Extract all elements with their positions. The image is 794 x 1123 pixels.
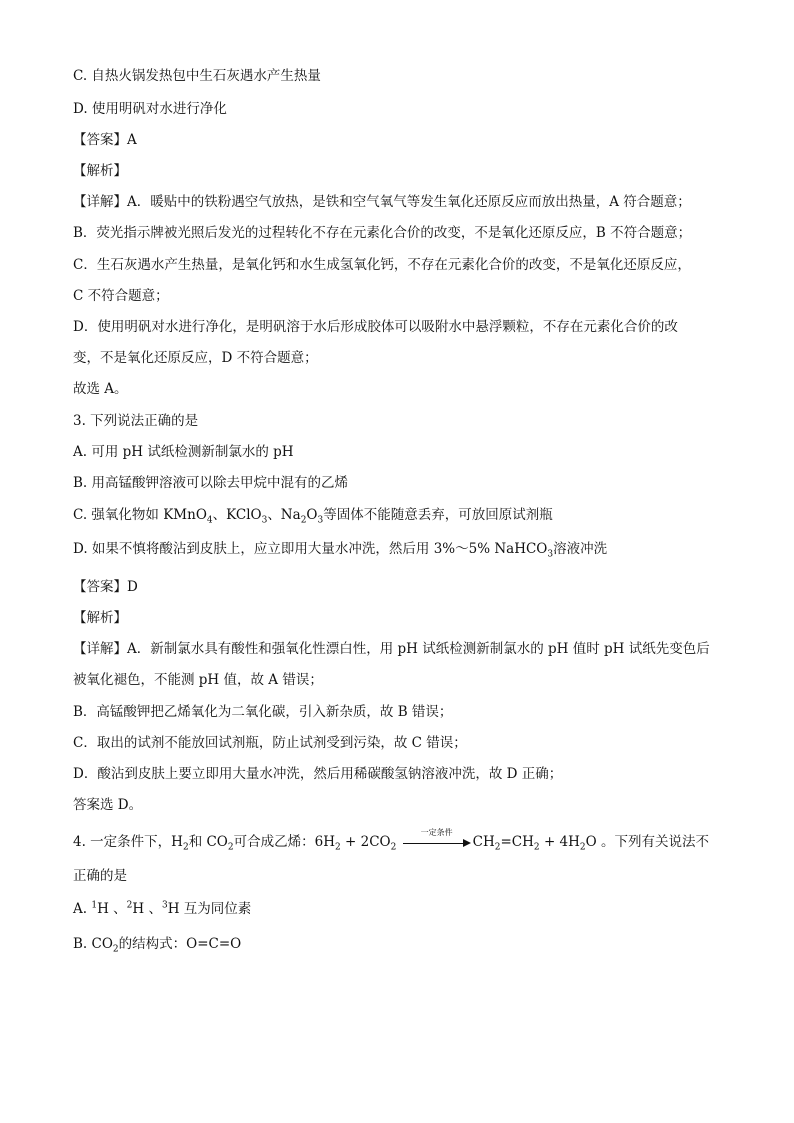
q2-answer: 【答案】A [73, 132, 137, 148]
q4-option-b: B. $CO_2$的结构式：O=C=O [73, 936, 242, 955]
q2-detail-d-line2: 变，不是氧化还原反应，D 不符合题意； [73, 350, 318, 366]
q2-detail-b: B．荧光指示牌被光照后发光的过程转化不存在元素化合价的改变，不是氧化还原反应，B 不符合题意； [73, 225, 692, 241]
q2-conclusion: 故选 A。 [73, 381, 128, 397]
q2-detail-a: 【详解】A．暖贴中的铁粉遇空气放热，是铁和空气氧气等发生氧化还原反应而放出热量，A 符合题意； [73, 194, 691, 210]
q2-option-d: D. 使用明矾对水进行净化 [73, 101, 227, 117]
q2-analysis-heading: 【解析】 [73, 163, 127, 179]
q3-detail-c: C．取出的试剂不能放回试剂瓶，防止试剂受到污染，故 C 错误； [73, 735, 467, 751]
q3-detail-d: D．酸沾到皮肤上要立即用大量水冲洗，然后用稀碳酸氢钠溶液冲洗，故 D 正确； [73, 766, 563, 782]
q2-detail-c-line2: C 不符合题意； [73, 288, 169, 304]
reaction-condition: 一定条件 [420, 827, 453, 837]
q3-option-c: C. 强氧化物如 KMnO$_4$、KClO$_3$、$Na_2O_3$等固体不能随意丢弃，可放回原试剂瓶 [73, 507, 553, 526]
q3-detail-a-line1: 【详解】A．新制氯水具有酸性和强氧化性漂白性，用 pH 试纸检测新制氯水的 pH 值时 pH 试纸先变色后 [73, 641, 710, 657]
q4-stem-continued: 正确的是 [73, 868, 127, 884]
q2-option-c: C. 自热火锅发热包中生石灰遇水产生热量 [73, 68, 321, 84]
q2-detail-d-line1: D．使用明矾对水进行净化，是明矾溶于水后形成胶体可以吸附水中悬浮颗粒，不存在元素化合价的改 [73, 319, 678, 335]
q3-detail-b: B．高锰酸钾把乙烯氧化为二氧化碳，引入新杂质，故 B 错误； [73, 704, 453, 720]
q3-detail-a-line2: 被氧化褪色，不能测 pH 值，故 A 错误； [73, 672, 323, 688]
q3-option-d: D. 如果不慎将酸沾到皮肤上，应立即用大量水冲洗，然后用 3%～5% NaHCO$_3$溶液冲洗 [73, 541, 608, 560]
q3-option-b: B. 用高锰酸钾溶液可以除去甲烷中混有的乙烯 [73, 475, 349, 491]
reaction-arrow [403, 827, 471, 849]
q4-stem: 4. 一定条件下，$H_2$和 $CO_2$可合成乙烯：$6H_2 + 2CO_2$ 一定条件 $CH_2=CH_2 + 4H_2O$ 。下列有关说法不 [73, 827, 710, 853]
q3-conclusion: 答案选 D。 [73, 797, 143, 813]
q4-option-a: A. $^1$H 、$^2$H 、$^3$H 互为同位素 [73, 900, 252, 917]
q3-analysis-heading: 【解析】 [73, 610, 127, 626]
q3-answer: 【答案】D [73, 579, 138, 595]
q3-option-a: A. 可用 pH 试纸检测新制氯水的 pH [73, 444, 294, 460]
q3-stem: 3. 下列说法正确的是 [73, 413, 199, 429]
q2-detail-c-line1: C．生石灰遇水产生热量，是氧化钙和水生成氢氧化钙，不存在元素化合价的改变，不是氧化还原反应， [73, 257, 691, 273]
